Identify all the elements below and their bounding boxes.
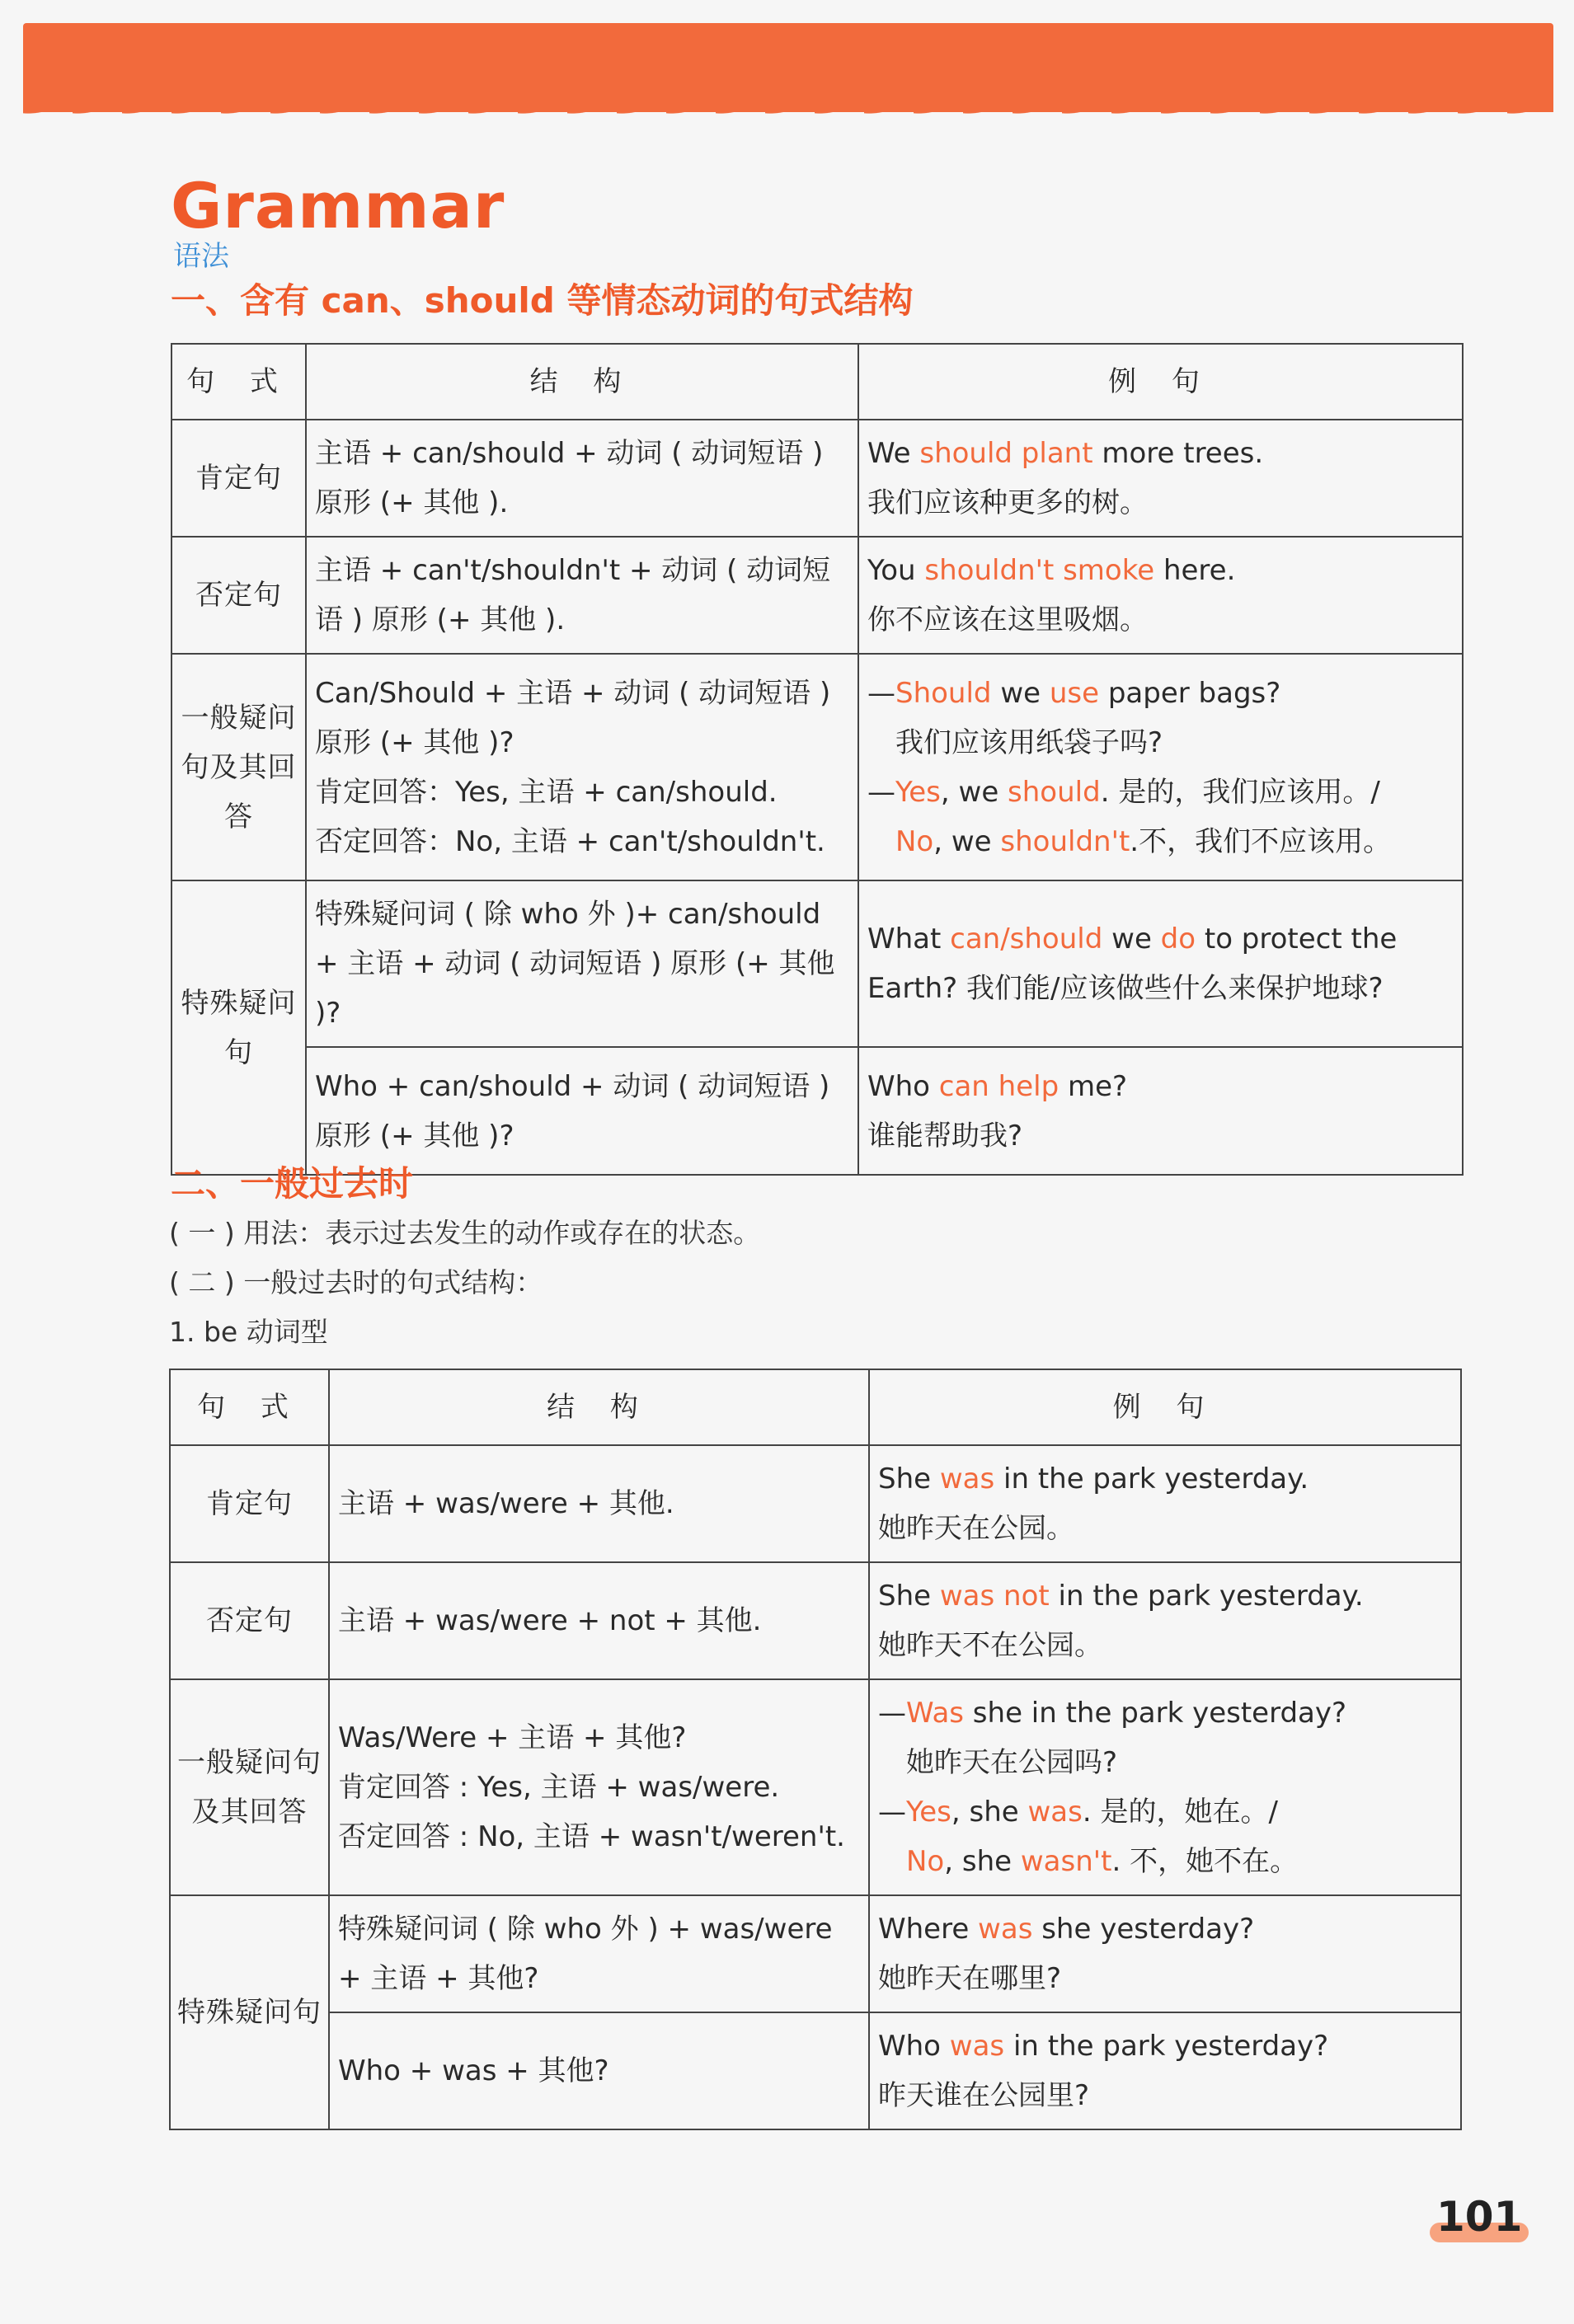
example-text: , she [951, 1796, 1028, 1829]
page-subtitle: 语法 [173, 240, 229, 273]
structure-cell [329, 1895, 869, 2012]
highlighted-word: should [1008, 775, 1101, 809]
example-cell [858, 654, 1463, 880]
structure-cell [329, 1562, 869, 1679]
example-cell [869, 2012, 1461, 2129]
example-text: .不，我们不应该用。 [1130, 824, 1392, 858]
highlighted-word: Yes [906, 1796, 951, 1829]
structure-line: 主语 + can't/shouldn't + 动词 ( 动词短 [315, 554, 831, 587]
example-text: in the park yesterday? [1004, 2030, 1329, 2063]
example-text: What [867, 923, 951, 955]
structure-line: 语 ) 原形 (+ 其他 ). [315, 603, 566, 636]
example-line [878, 1688, 1452, 1738]
example-text: she in the park yesterday? [964, 1697, 1347, 1730]
structure-line: Who + can/should + 动词 ( 动词短语 ) [315, 1069, 830, 1103]
structure-line: Who + was + 其他? [338, 2054, 609, 2087]
highlighted-word: can/should [950, 923, 1103, 955]
structure-intro: ( 二 ) 一般过去时的句式结构： [169, 1266, 543, 1298]
example-text: 谁能帮助我? [867, 1119, 1023, 1153]
structure-cell [306, 1047, 858, 1175]
highlighted-word: was not [939, 1580, 1050, 1613]
example-text: . 是的，她在。/ [1082, 1796, 1278, 1829]
example-line [878, 2021, 1452, 2071]
highlighted-word: Was [906, 1697, 964, 1730]
example-text: , she [944, 1845, 1021, 1878]
sentence-type: 肯定句 [171, 420, 306, 537]
section2-heading: 二、一般过去时 [171, 1163, 414, 1204]
example-line [867, 1111, 1454, 1161]
structure-line: 原形 (+ 其他 ). [315, 486, 509, 519]
example-cell [869, 1445, 1461, 1562]
example-line [867, 817, 1454, 866]
example-line [867, 1062, 1454, 1111]
table-row [171, 880, 1463, 1047]
example-line [867, 914, 1454, 964]
structure-line: 肯定回答 : Yes, 主语 + was/were. [338, 1771, 780, 1804]
sentence-type: 肯定句 [170, 1445, 329, 1562]
example-line [878, 1621, 1452, 1670]
structure-cell [306, 420, 858, 537]
structure-line: 主语 + was/were + not + 其他. [338, 1604, 762, 1637]
page-title: Grammar [171, 169, 505, 242]
structure-line: 否定回答：No, 主语 + can't/shouldn't. [315, 824, 825, 858]
example-text: — [867, 775, 895, 809]
highlighted-word: shouldn't smoke [924, 554, 1155, 587]
table-row [171, 420, 1463, 537]
example-line [878, 1738, 1452, 1787]
highlighted-word: was [1027, 1796, 1083, 1829]
example-text: we [991, 676, 1050, 710]
example-text: Who [867, 1069, 939, 1103]
subheading-be-verb: 1. be 动词型 [169, 1316, 328, 1348]
structure-cell [306, 654, 858, 880]
sentence-type: 一般疑问句及其回答 [170, 1679, 329, 1895]
structure-cell [306, 537, 858, 654]
highlighted-word: Should [895, 676, 992, 710]
table-row [170, 1445, 1461, 1562]
header-structure: 结 构 [306, 344, 858, 420]
example-text: Who [878, 2030, 950, 2063]
example-text: in the park yesterday. [1049, 1580, 1364, 1613]
sentence-type: 否定句 [171, 537, 306, 654]
structure-cell [306, 880, 858, 1047]
highlighted-word: was [939, 1462, 995, 1495]
structure-line: 特殊疑问词 ( 除 who 外 )+ can/should [315, 898, 821, 931]
example-text: here. [1154, 554, 1236, 587]
example-text: You [867, 554, 925, 587]
example-line [878, 1837, 1452, 1886]
example-line [867, 768, 1454, 817]
example-text: She [878, 1580, 940, 1613]
structure-line: Can/Should + 主语 + 动词 ( 动词短语 ) [315, 676, 831, 710]
example-cell [869, 1895, 1461, 2012]
example-text: — [878, 1697, 906, 1730]
example-text: more trees. [1092, 437, 1264, 470]
header-example: 例 句 [869, 1369, 1461, 1445]
example-text: 我们应该用纸袋子吗? [895, 725, 1163, 759]
modal-verbs-table [171, 343, 1464, 1176]
example-text: in the park yesterday. [994, 1462, 1309, 1495]
example-text: she yesterday? [1032, 1913, 1255, 1946]
structure-line: + 主语 + 其他? [338, 1962, 539, 1995]
sentence-type: 特殊疑问句 [170, 1895, 329, 2129]
example-line [878, 2071, 1452, 2120]
example-line [878, 1787, 1452, 1837]
table-row [171, 537, 1463, 654]
table-row [170, 1562, 1461, 1679]
example-text: . 不，她不在。 [1111, 1845, 1299, 1878]
header-example: 例 句 [858, 344, 1463, 420]
header-structure: 结 构 [329, 1369, 869, 1445]
header-sentence-type: 句 式 [171, 344, 306, 420]
usage-text: ( 一 ) 用法：表示过去发生的动作或存在的状态。 [169, 1217, 761, 1249]
example-text: 你不应该在这里吸烟。 [867, 603, 1148, 636]
example-line [867, 429, 1454, 478]
highlighted-word: was [978, 1913, 1033, 1946]
structure-line: 肯定回答：Yes, 主语 + can/should. [315, 775, 778, 809]
example-text: Earth? 我们能/应该做些什么来保护地球? [867, 972, 1384, 1005]
structure-line: 主语 + can/should + 动词 ( 动词短语 ) [315, 437, 824, 470]
example-cell [858, 1047, 1463, 1175]
structure-line: + 主语 + 动词 ( 动词短语 ) 原形 (+ 其他 )? [315, 947, 835, 1030]
highlighted-word: do [1160, 923, 1196, 955]
structure-line: 原形 (+ 其他 )? [315, 1119, 514, 1153]
example-text: 我们应该种更多的树。 [867, 486, 1148, 519]
example-text: we [1102, 923, 1161, 955]
sentence-type: 特殊疑问句 [171, 880, 306, 1175]
example-line [867, 964, 1454, 1013]
structure-cell [329, 1679, 869, 1895]
example-cell [858, 880, 1463, 1047]
highlighted-word: Yes [895, 775, 941, 809]
example-line [867, 546, 1454, 595]
highlighted-word: use [1049, 676, 1100, 710]
table-row [171, 1047, 1463, 1175]
structure-line: 主语 + was/were + 其他. [338, 1487, 674, 1520]
example-text: She [878, 1462, 940, 1495]
example-line [878, 1454, 1452, 1504]
example-text: — [878, 1796, 906, 1829]
example-text: me? [1059, 1069, 1128, 1103]
example-text: — [867, 676, 895, 710]
example-text: 她昨天不在公园。 [878, 1629, 1102, 1662]
highlighted-word: No [906, 1845, 945, 1878]
structure-line: Was/Were + 主语 + 其他? [338, 1721, 687, 1754]
example-text: , we [933, 824, 1001, 858]
example-line [867, 669, 1454, 718]
example-text: Where [878, 1913, 979, 1946]
structure-line: 特殊疑问词 ( 除 who 外 ) + was/were [338, 1913, 833, 1946]
example-text: , we [940, 775, 1008, 809]
example-line [878, 1954, 1452, 2003]
example-text: . 是的，我们应该用。/ [1100, 775, 1380, 809]
example-text: paper bags? [1099, 676, 1281, 710]
sentence-type: 一般疑问句及其回答 [171, 654, 306, 880]
example-line [867, 478, 1454, 528]
example-line [867, 595, 1454, 645]
highlighted-word: should plant [919, 437, 1093, 470]
sentence-type: 否定句 [170, 1562, 329, 1679]
highlighted-word: can help [938, 1069, 1060, 1103]
header-sentence-type: 句 式 [170, 1369, 329, 1445]
highlighted-word: No [895, 824, 934, 858]
table-row [171, 654, 1463, 880]
structure-line: 否定回答 : No, 主语 + wasn't/weren't. [338, 1820, 845, 1853]
top-banner [23, 23, 1553, 112]
section1-heading: 一、含有 can、should 等情态动词的句式结构 [171, 280, 914, 321]
example-cell [858, 420, 1463, 537]
example-text: to protect the [1196, 923, 1398, 955]
example-cell [869, 1679, 1461, 1895]
table-row [170, 1895, 1461, 2012]
structure-line: 原形 (+ 其他 )? [315, 725, 514, 759]
past-tense-table [169, 1369, 1462, 2130]
highlighted-word: wasn't [1020, 1845, 1112, 1878]
example-line [867, 718, 1454, 768]
highlighted-word: shouldn't [1000, 824, 1130, 858]
example-text: 昨天谁在公园里? [878, 2079, 1090, 2112]
example-text: 她昨天在哪里? [878, 1962, 1062, 1995]
table-row [170, 2012, 1461, 2129]
example-text: We [867, 437, 920, 470]
example-line [878, 1904, 1452, 1954]
example-text: 她昨天在公园吗? [906, 1746, 1118, 1779]
example-cell [858, 537, 1463, 654]
highlighted-word: was [949, 2030, 1005, 2063]
example-line [878, 1571, 1452, 1621]
example-line [878, 1504, 1452, 1553]
example-text: 她昨天在公园。 [878, 1512, 1074, 1545]
structure-cell [329, 1445, 869, 1562]
page-number: 101 [1436, 2193, 1523, 2241]
table-row [170, 1679, 1461, 1895]
example-cell [869, 1562, 1461, 1679]
structure-cell [329, 2012, 869, 2129]
